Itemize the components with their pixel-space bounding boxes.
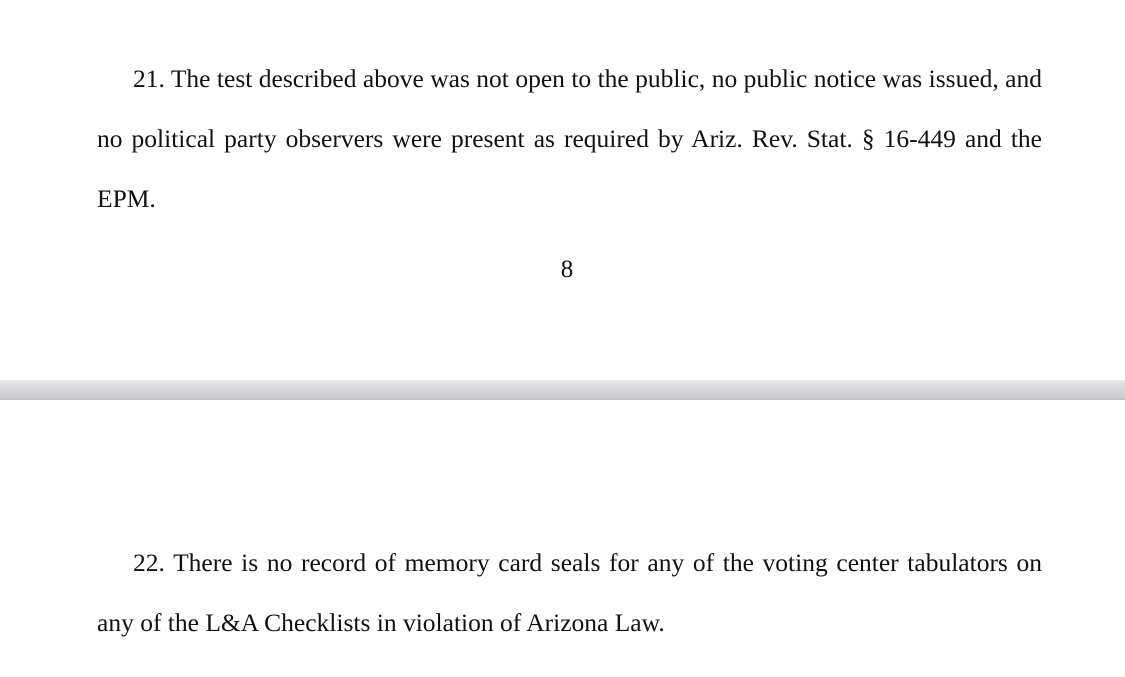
page-number: 8: [560, 256, 574, 283]
paragraph-22: [97, 533, 1042, 653]
page-separator: [0, 380, 1125, 400]
paragraph-number: 22.: [133, 548, 165, 577]
paragraph-text: There is no record of memory card seals for any of the voting center tabulators on any of the L&A Checklists in violation of Arizona Law.: [97, 548, 1043, 637]
paragraph-text: The test described above was not open to the public, no public notice was issued, and no political party observers were present as required by Ariz. Rev. Stat. § 16-449 and the EPM.: [97, 64, 1043, 213]
paragraph-21: [97, 49, 1042, 229]
paragraph-number: 21.: [133, 64, 165, 93]
